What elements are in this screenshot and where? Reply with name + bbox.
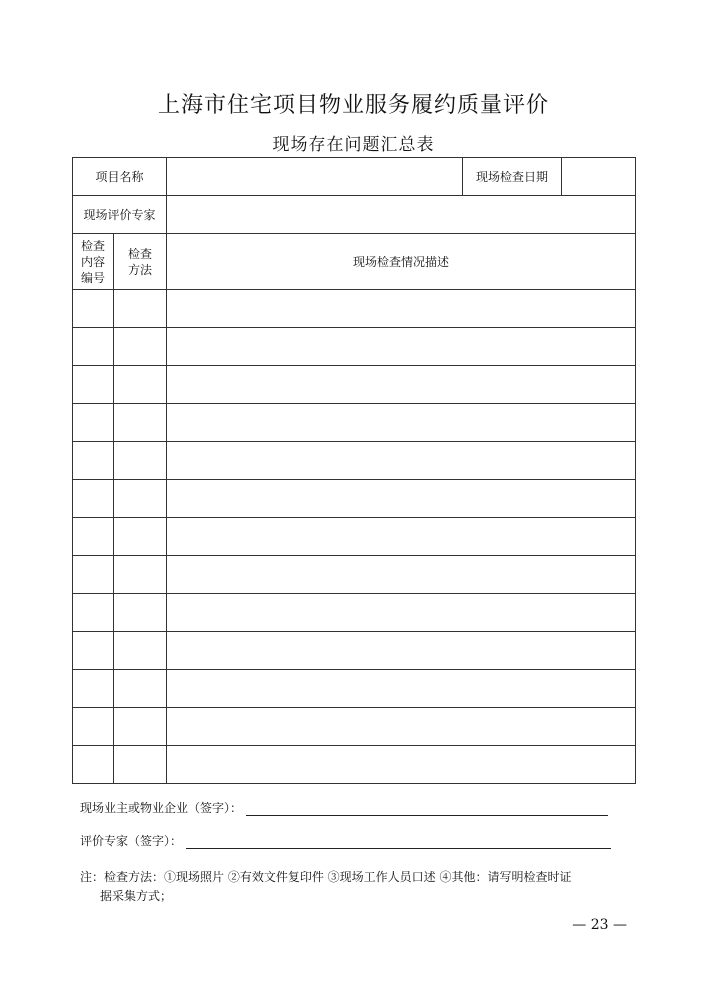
item-no-cell[interactable] — [73, 518, 114, 556]
table-row — [73, 746, 636, 784]
method-cell[interactable] — [114, 404, 167, 442]
project-info-row — [73, 158, 636, 196]
table-row — [73, 594, 636, 632]
inspection-summary-table — [72, 157, 636, 784]
method-cell[interactable] — [114, 632, 167, 670]
document-subtitle: 现场存在问题汇总表 — [272, 135, 435, 155]
description-cell[interactable] — [167, 670, 636, 708]
item-no-cell[interactable] — [73, 480, 114, 518]
method-cell[interactable] — [114, 518, 167, 556]
item-no-cell[interactable] — [73, 594, 114, 632]
description-cell[interactable] — [167, 480, 636, 518]
table-row — [73, 518, 636, 556]
description-cell[interactable] — [167, 518, 636, 556]
table-row — [73, 556, 636, 594]
method-cell[interactable] — [114, 442, 167, 480]
table-row — [73, 670, 636, 708]
description-cell[interactable] — [167, 746, 636, 784]
item-no-cell[interactable] — [73, 442, 114, 480]
table-row — [73, 442, 636, 480]
page-number: — 23 — — [572, 917, 627, 933]
item-no-cell[interactable] — [73, 404, 114, 442]
item-no-cell[interactable] — [73, 328, 114, 366]
item-no-header-line: 内容 — [80, 254, 105, 269]
description-cell[interactable] — [167, 366, 636, 404]
expert-signature-line[interactable] — [186, 834, 611, 849]
owner-signature-line[interactable] — [246, 801, 608, 816]
description-cell[interactable] — [167, 594, 636, 632]
method-header-line: 检查 — [128, 246, 153, 261]
description-cell[interactable] — [167, 290, 636, 328]
description-header: 现场检查情况描述 — [167, 234, 636, 290]
method-cell[interactable] — [114, 594, 167, 632]
table-row — [73, 366, 636, 404]
item-no-header-line: 编号 — [80, 270, 105, 285]
item-no-header — [73, 234, 114, 290]
method-cell[interactable] — [114, 670, 167, 708]
owner-signature-label: 现场业主或物业企业（签字）： — [80, 801, 243, 815]
document-title: 上海市住宅项目物业服务履约质量评价 — [157, 93, 549, 118]
method-cell[interactable] — [114, 480, 167, 518]
project-name-field[interactable] — [167, 158, 463, 196]
description-cell[interactable] — [167, 442, 636, 480]
method-header — [114, 234, 167, 290]
description-cell[interactable] — [167, 328, 636, 366]
inspection-date-field[interactable] — [562, 158, 636, 196]
column-header-row — [73, 234, 636, 290]
item-no-cell[interactable] — [73, 670, 114, 708]
table-row — [73, 328, 636, 366]
footnote — [80, 868, 640, 906]
footnote-line: 注：检查方法：①现场照片 ②有效文件复印件 ③现场工作人员口述 ④其他：请写明检查时证 — [80, 870, 572, 884]
item-no-cell[interactable] — [73, 290, 114, 328]
item-no-cell[interactable] — [73, 746, 114, 784]
table-row — [73, 708, 636, 746]
table-row — [73, 404, 636, 442]
table-row — [73, 480, 636, 518]
item-no-header-line: 检查 — [80, 238, 105, 253]
description-cell[interactable] — [167, 404, 636, 442]
table-row — [73, 632, 636, 670]
method-cell[interactable] — [114, 746, 167, 784]
description-cell[interactable] — [167, 556, 636, 594]
table-row — [73, 290, 636, 328]
item-no-cell[interactable] — [73, 556, 114, 594]
footnote-line: 据采集方式； — [100, 889, 173, 903]
method-cell[interactable] — [114, 328, 167, 366]
expert-field[interactable] — [167, 196, 636, 234]
item-no-cell[interactable] — [73, 366, 114, 404]
method-header-line: 方法 — [128, 262, 153, 277]
expert-label: 现场评价专家 — [73, 196, 167, 234]
expert-row — [73, 196, 636, 234]
item-no-cell[interactable] — [73, 708, 114, 746]
method-cell[interactable] — [114, 708, 167, 746]
description-cell[interactable] — [167, 632, 636, 670]
inspection-date-label: 现场检查日期 — [463, 158, 562, 196]
project-name-label: 项目名称 — [73, 158, 167, 196]
method-cell[interactable] — [114, 366, 167, 404]
method-cell[interactable] — [114, 556, 167, 594]
expert-signature-label: 评价专家（签字）： — [80, 834, 183, 848]
method-cell[interactable] — [114, 290, 167, 328]
item-no-cell[interactable] — [73, 632, 114, 670]
expert-signature — [80, 832, 611, 849]
description-cell[interactable] — [167, 708, 636, 746]
owner-signature — [80, 799, 608, 816]
